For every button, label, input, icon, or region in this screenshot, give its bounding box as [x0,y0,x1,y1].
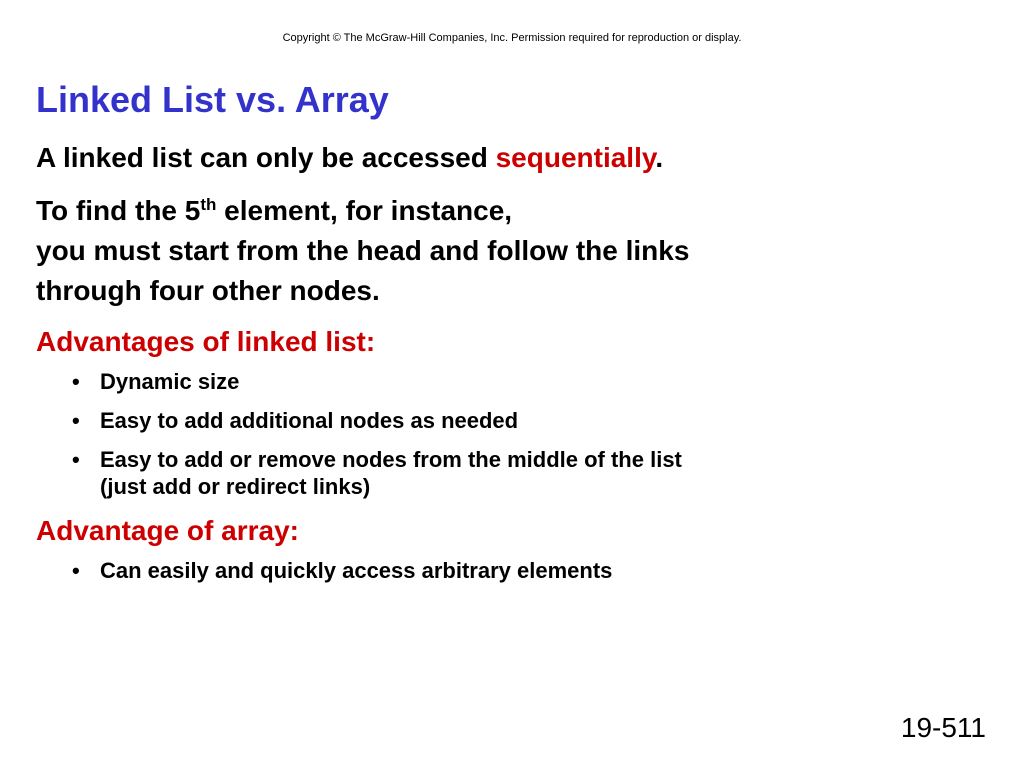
bullet-icon: • [72,408,80,433]
paragraph-find-element [36,191,996,311]
list-item [36,446,996,500]
page-number: 19-511 [900,712,986,743]
find-element-line2: you must start from the head and follow the links [36,235,690,266]
slide-title: Linked List vs. Array [36,79,389,120]
find-element-line1-before: To find the 5 [36,195,201,226]
bullet-icon: • [72,369,80,394]
bullet-icon: • [72,447,80,472]
slide-content [36,138,996,584]
linked-list-advantages-heading: Advantages of linked list: [36,326,376,357]
copyright-notice: Copyright © The McGraw-Hill Companies, Inc. Permission required for reproduction or display. [282,32,742,44]
paragraph-sequential-prefix: A linked list can only be accessed [36,142,496,173]
find-element-line1-after: element, for instance, [216,195,513,226]
list-item-text: Easy to add additional nodes as needed [100,408,519,433]
list-item-text: Can easily and quickly access arbitrary elements [100,558,613,583]
ordinal-superscript: th [200,195,217,214]
list-item-continuation: (just add or redirect links) [100,474,371,499]
list-item [36,368,996,395]
list-item-text: Easy to add or remove nodes from the middle of the list [100,447,682,472]
bullet-icon: • [72,558,80,583]
paragraph-sequential-access [36,138,996,178]
linked-list-advantages-list [36,368,996,500]
list-item-text: Dynamic size [100,369,240,394]
sequentially-highlight: sequentially [495,142,656,173]
array-advantage-heading: Advantage of array: [36,515,299,546]
paragraph-sequential-suffix: . [655,142,664,173]
array-advantage-list [36,557,996,584]
list-item [36,557,996,584]
find-element-line3: through four other nodes. [36,275,380,306]
list-item [36,407,996,434]
